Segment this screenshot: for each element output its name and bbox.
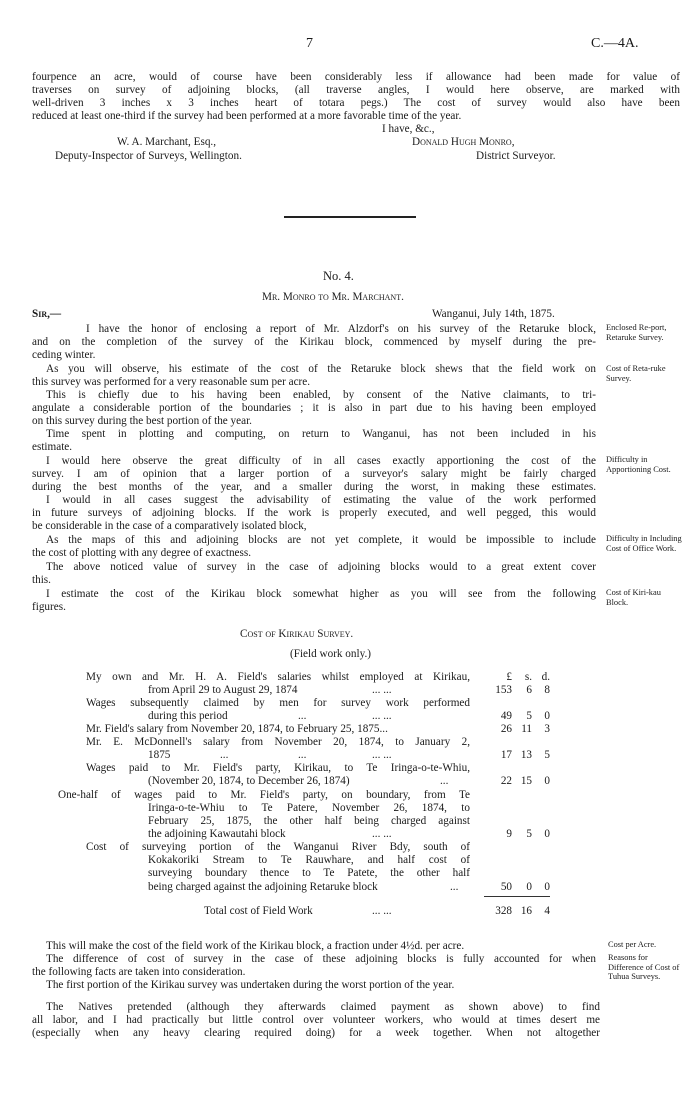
text-line: survey. I am of opinion that a larger portion of a surveyor's salary might be fairly charged	[32, 468, 596, 480]
amount-shillings: 5	[526, 710, 532, 722]
text-line: traverses on survey of adjoining blocks, (all traverse angles, I would here observe, are marked with	[32, 84, 680, 96]
text-line: well-driven 3 inches x 3 inches heart of totara pegs.) The cost of survey would also have been	[32, 97, 680, 109]
margin-note: Difficulty in Apportioning Cost.	[606, 455, 671, 474]
amount-shillings: 0	[526, 881, 532, 893]
amount-shillings: 15	[520, 775, 532, 787]
total-pence: 4	[544, 905, 550, 917]
table-row-text: from April 29 to August 29, 1874	[148, 684, 298, 696]
table-row-text: surveying boundary thence to Te Patete, the other half	[148, 867, 470, 879]
text-line: figures.	[32, 601, 66, 613]
column-header-shillings: s.	[524, 671, 532, 683]
total-label: Total cost of Field Work	[204, 905, 313, 917]
amount-pence: 3	[544, 723, 550, 735]
amount-pounds: 49	[500, 710, 512, 722]
amount-pounds: 153	[495, 684, 512, 696]
table-row-text: Wages paid to Mr. Field's party, Kirikau, to Te Iringa-o-te-Whiu,	[86, 762, 470, 774]
table-row-text: the adjoining Kawautahi block	[148, 828, 286, 840]
text-line: be considerable in the case of a comparatively isolated block,	[32, 520, 307, 532]
margin-note: Cost of Reta-ruke Survey.	[606, 364, 666, 383]
table-row-text: Mr. Field's salary from November 20, 1874, to February 25, 1875...	[86, 723, 388, 735]
text-line: reduced at least one-third if the survey had been performed at a more favorable time of the year.	[32, 110, 462, 122]
table-subtitle: (Field work only.)	[290, 648, 371, 660]
amount-pence: 0	[544, 881, 550, 893]
leader-dots: ... ...	[372, 684, 392, 696]
total-shillings: 16	[520, 905, 532, 917]
margin-note: Enclosed Re-port, Retaruke Survey.	[606, 323, 667, 342]
amount-shillings: 13	[520, 749, 532, 761]
addressee-name: W. A. Marchant, Esq.,	[117, 136, 217, 148]
signer-name: Donald Hugh Monro,	[412, 136, 515, 148]
column-header-pounds: £	[506, 671, 512, 683]
table-row-text: February 25, 1875, the other half being charged against	[148, 815, 470, 827]
section-divider	[284, 216, 416, 218]
text-line: This will make the cost of the field work of the Kirikau block, a fraction under 4½d. per acre.	[46, 940, 465, 952]
total-rule	[484, 896, 550, 897]
text-line: As the maps of this and adjoining blocks are not yet complete, it would be impossible to include	[46, 534, 596, 546]
text-line: The difference of cost of survey in the case of these adjoining blocks is fully accounted for when	[46, 953, 596, 965]
text-line: estimate.	[32, 441, 73, 453]
text-line: the cost of plotting with any degree of exactness.	[32, 547, 252, 559]
table-row-text: (November 20, 1874, to December 26, 1874)	[148, 775, 350, 787]
table-row-text: Kokakoriki Stream to Te Rauwhare, and half cost of	[148, 854, 470, 866]
text-line: The Natives pretended (although they afterwards claimed payment as shown above) to find	[46, 1001, 600, 1013]
table-row-text: Cost of surveying portion of the Wanganui River Bdy, south of	[86, 841, 470, 853]
table-row-text: Mr. E. McDonnell's salary from November 20, 1874, to January 2,	[86, 736, 470, 748]
leader-dots: ...	[298, 749, 307, 761]
table-row-text: Wages subsequently claimed by men for survey work performed	[86, 697, 470, 709]
addressee-title: Deputy-Inspector of Surveys, Wellington.	[55, 150, 242, 162]
leader-dots: ... ...	[372, 905, 392, 917]
text-line: I estimate the cost of the Kirikau block somewhat higher as you will see from the following	[46, 588, 596, 600]
text-line: the following facts are taken into consideration.	[32, 966, 246, 978]
text-line: fourpence an acre, would of course have been considerably less if allowance had been made for value of	[32, 71, 680, 83]
text-line: during the best months of the year, and a smaller during the worst, in making these estimates.	[32, 481, 596, 493]
page-number: 7	[306, 36, 313, 51]
table-row-text: Iringa-o-te-Whiu to Te Patere, November 26, 1874, to	[148, 802, 470, 814]
amount-pence: 8	[544, 684, 550, 696]
amount-pounds: 26	[500, 723, 512, 735]
text-line: this survey was performed for a very reasonable sum per acre.	[32, 376, 311, 388]
leader-dots: ... ...	[372, 828, 392, 840]
table-row-text: My own and Mr. H. A. Field's salaries whilst employed at Kirikau,	[86, 671, 470, 683]
text-line: on this survey during the best portion of the year.	[32, 415, 252, 427]
table-row-text: 1875	[148, 749, 171, 761]
leader-dots: ...	[298, 710, 307, 722]
salutation: Sir,—	[32, 308, 62, 320]
leader-dots: ... ...	[372, 749, 392, 761]
amount-shillings: 11	[521, 723, 532, 735]
document-reference: C.—4A.	[591, 36, 639, 51]
text-line: The first portion of the Kirikau survey was undertaken during the worst portion of the year.	[46, 979, 455, 991]
amount-pounds: 9	[506, 828, 512, 840]
table-row-text: One-half of wages paid to Mr. Field's party, on boundary, from Te	[58, 789, 470, 801]
amount-shillings: 6	[526, 684, 532, 696]
margin-note: Cost per Acre.	[608, 940, 657, 949]
text-line: Time spent in plotting and computing, on return to Wanganui, has not been included in his	[46, 428, 596, 440]
amount-pounds: 22	[500, 775, 512, 787]
letter-number: No. 4.	[323, 269, 354, 283]
leader-dots: ...	[220, 749, 229, 761]
table-title: Cost of Kirikau Survey.	[240, 628, 354, 640]
text-line: all labor, and I had practically but little control over volunteer workers, who would at times desert me	[32, 1014, 600, 1026]
amount-pence: 5	[544, 749, 550, 761]
signer-title: District Surveyor.	[476, 150, 556, 162]
amount-pence: 0	[544, 710, 550, 722]
text-line: I have the honor of enclosing a report of Mr. Alzdorf's on his survey of the Retaruke block,	[86, 323, 596, 335]
closing: I have, &c.,	[382, 123, 435, 135]
leader-dots: ...	[450, 881, 459, 893]
amount-pounds: 17	[500, 749, 512, 761]
margin-note: Difficulty in Including Cost of Office Work.	[606, 534, 682, 553]
text-line: angulate a considerable portion of the boundaries ; it is also in part due to his having been employed	[32, 402, 596, 414]
leader-dots: ...	[440, 775, 449, 787]
total-pounds: 328	[495, 905, 512, 917]
amount-pence: 0	[544, 828, 550, 840]
text-line: I would in all cases suggest the advisability of estimating the value of the work performed	[46, 494, 596, 506]
amount-shillings: 5	[526, 828, 532, 840]
column-header-pence: d.	[541, 671, 550, 683]
text-line: As you will observe, his estimate of the cost of the Retaruke block shews that the field work on	[46, 363, 596, 375]
text-line: and on the completion of the survey of the Kirikau block, commenced by myself during the pre-	[32, 336, 596, 348]
text-line: this.	[32, 574, 51, 586]
text-line: (especially when any heavy clearing required doing) for a week together. When not altogether	[32, 1027, 600, 1039]
margin-note: Reasons for Difference of Cost of Tuhua Surveys.	[608, 953, 680, 981]
table-row-text: during this period	[148, 710, 228, 722]
table-row-text: being charged against the adjoining Retaruke block	[148, 881, 378, 893]
leader-dots: ... ...	[372, 710, 392, 722]
amount-pence: 0	[544, 775, 550, 787]
amount-pounds: 50	[500, 881, 512, 893]
margin-note: Cost of Kiri-kau Block.	[606, 588, 661, 607]
text-line: I would here observe the great difficulty of in all cases exactly apportioning the cost of the	[46, 455, 596, 467]
text-line: ceding winter.	[32, 349, 96, 361]
place-date: Wanganui, July 14th, 1875.	[432, 308, 555, 320]
text-line: The above noticed value of survey in the case of adjoining blocks would to a great extent cover	[46, 561, 596, 573]
text-line: This is chiefly due to his having been enabled, by consent of the Native claimants, to tri-	[46, 389, 596, 401]
text-line: in future surveys of adjoining blocks. If the work is properly executed, and well pegged, this would	[32, 507, 596, 519]
letter-title: Mr. Monro to Mr. Marchant.	[262, 291, 404, 303]
